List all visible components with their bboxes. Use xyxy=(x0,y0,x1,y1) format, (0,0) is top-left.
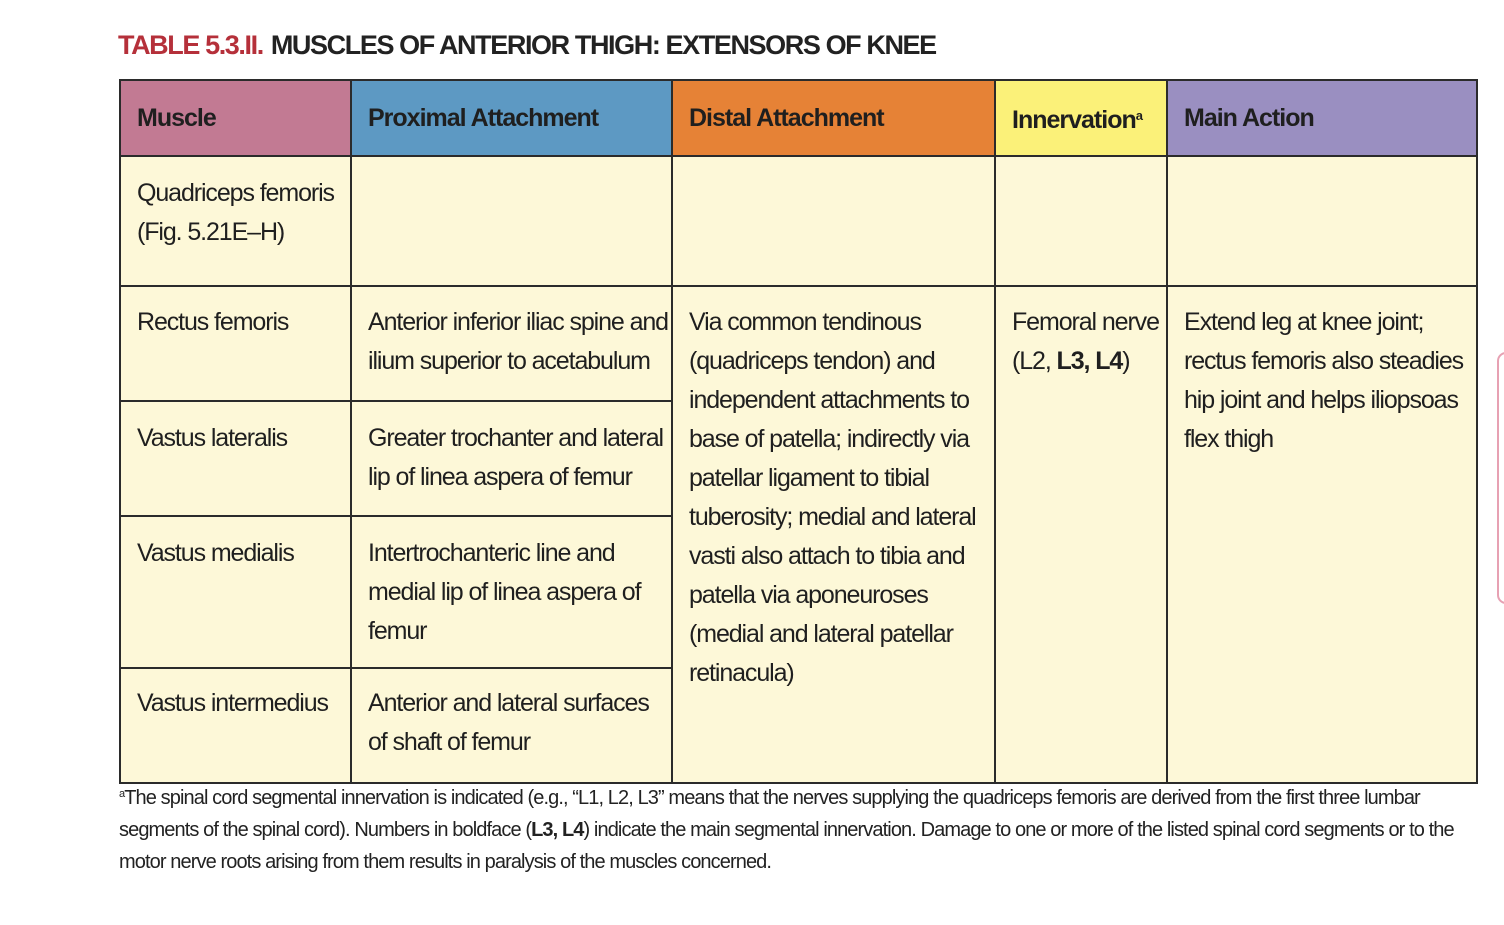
innervation-segments-close: ) xyxy=(1122,347,1130,375)
header-innervation xyxy=(995,80,1167,156)
group-figure-ref: (Fig. 5.21E–H) xyxy=(137,218,285,246)
header-main-action: Main Action xyxy=(1167,80,1477,156)
group-muscle-cell xyxy=(120,156,351,286)
muscle-name: Rectus femoris xyxy=(120,286,351,401)
header-row xyxy=(120,80,1477,156)
innervation-shared xyxy=(995,286,1167,783)
proximal-attachment: Anterior and lateral surfaces of shaft of femur xyxy=(351,668,672,783)
muscle-name: Vastus intermedius xyxy=(120,668,351,783)
proximal-attachment: Greater trochanter and lateral lip of linea aspera of femur xyxy=(351,401,672,516)
muscle-name: Vastus lateralis xyxy=(120,401,351,516)
page-edge-marker xyxy=(1497,352,1504,604)
proximal-attachment: Anterior inferior iliac spine and ilium superior to acetabulum xyxy=(351,286,672,401)
table-row xyxy=(120,286,1477,401)
header-proximal-attachment: Proximal Attachment xyxy=(351,80,672,156)
table-title-text: MUSCLES OF ANTERIOR THIGH: EXTENSORS OF KNEE xyxy=(270,30,936,60)
distal-attachment-shared: Via common tendinous (quadriceps tendon) and independent attachments to base of patella; indirectly via patellar ligament to tibial tuberosity; medial and lateral vasti also attach to tibia and patella via aponeuroses (medial and lateral patellar retinacula) xyxy=(672,286,995,783)
innervation-segments-bold: L3, L4 xyxy=(1056,347,1123,375)
main-action-shared: Extend leg at knee joint; rectus femoris also steadies hip joint and helps iliopsoas flex thigh xyxy=(1167,286,1477,783)
table-footnote xyxy=(119,778,1479,878)
table-title xyxy=(118,30,936,61)
innervation-segments-open: (L2, xyxy=(1012,347,1057,375)
table-number: TABLE 5.3.II. xyxy=(118,30,263,60)
proximal-attachment: Intertrochanteric line and medial lip of linea aspera of femur xyxy=(351,516,672,668)
group-empty-cell xyxy=(995,156,1167,286)
footnote-bold-segments: L3, L4 xyxy=(531,819,584,841)
group-empty-cell xyxy=(1167,156,1477,286)
footnote-text-2: ) indicate the main segmental innervation. Damage to one or more of the listed spinal cord segments or to the motor nerve roots arising from them results in paralysis of the muscles concerned. xyxy=(119,819,1454,873)
innervation-nerve: Femoral nerve xyxy=(1012,308,1159,336)
muscle-name: Vastus medialis xyxy=(120,516,351,668)
header-muscle: Muscle xyxy=(120,80,351,156)
header-innervation-label: Innervation xyxy=(1012,106,1136,134)
muscles-table xyxy=(119,79,1478,784)
group-empty-cell xyxy=(672,156,995,286)
header-distal-attachment: Distal Attachment xyxy=(672,80,995,156)
group-empty-cell xyxy=(351,156,672,286)
footnote-reference-mark: a xyxy=(1135,108,1143,123)
footnote-mark: a xyxy=(119,788,125,800)
group-row-quadriceps xyxy=(120,156,1477,286)
footnote-text-1: The spinal cord segmental innervation is indicated (e.g., “L1, L2, L3” means that the nerves supplying the quadriceps femoris are derived from the first three lumbar segments of the spinal cord). Numbers in boldface ( xyxy=(119,787,1420,841)
group-name: Quadriceps femoris xyxy=(137,179,334,207)
